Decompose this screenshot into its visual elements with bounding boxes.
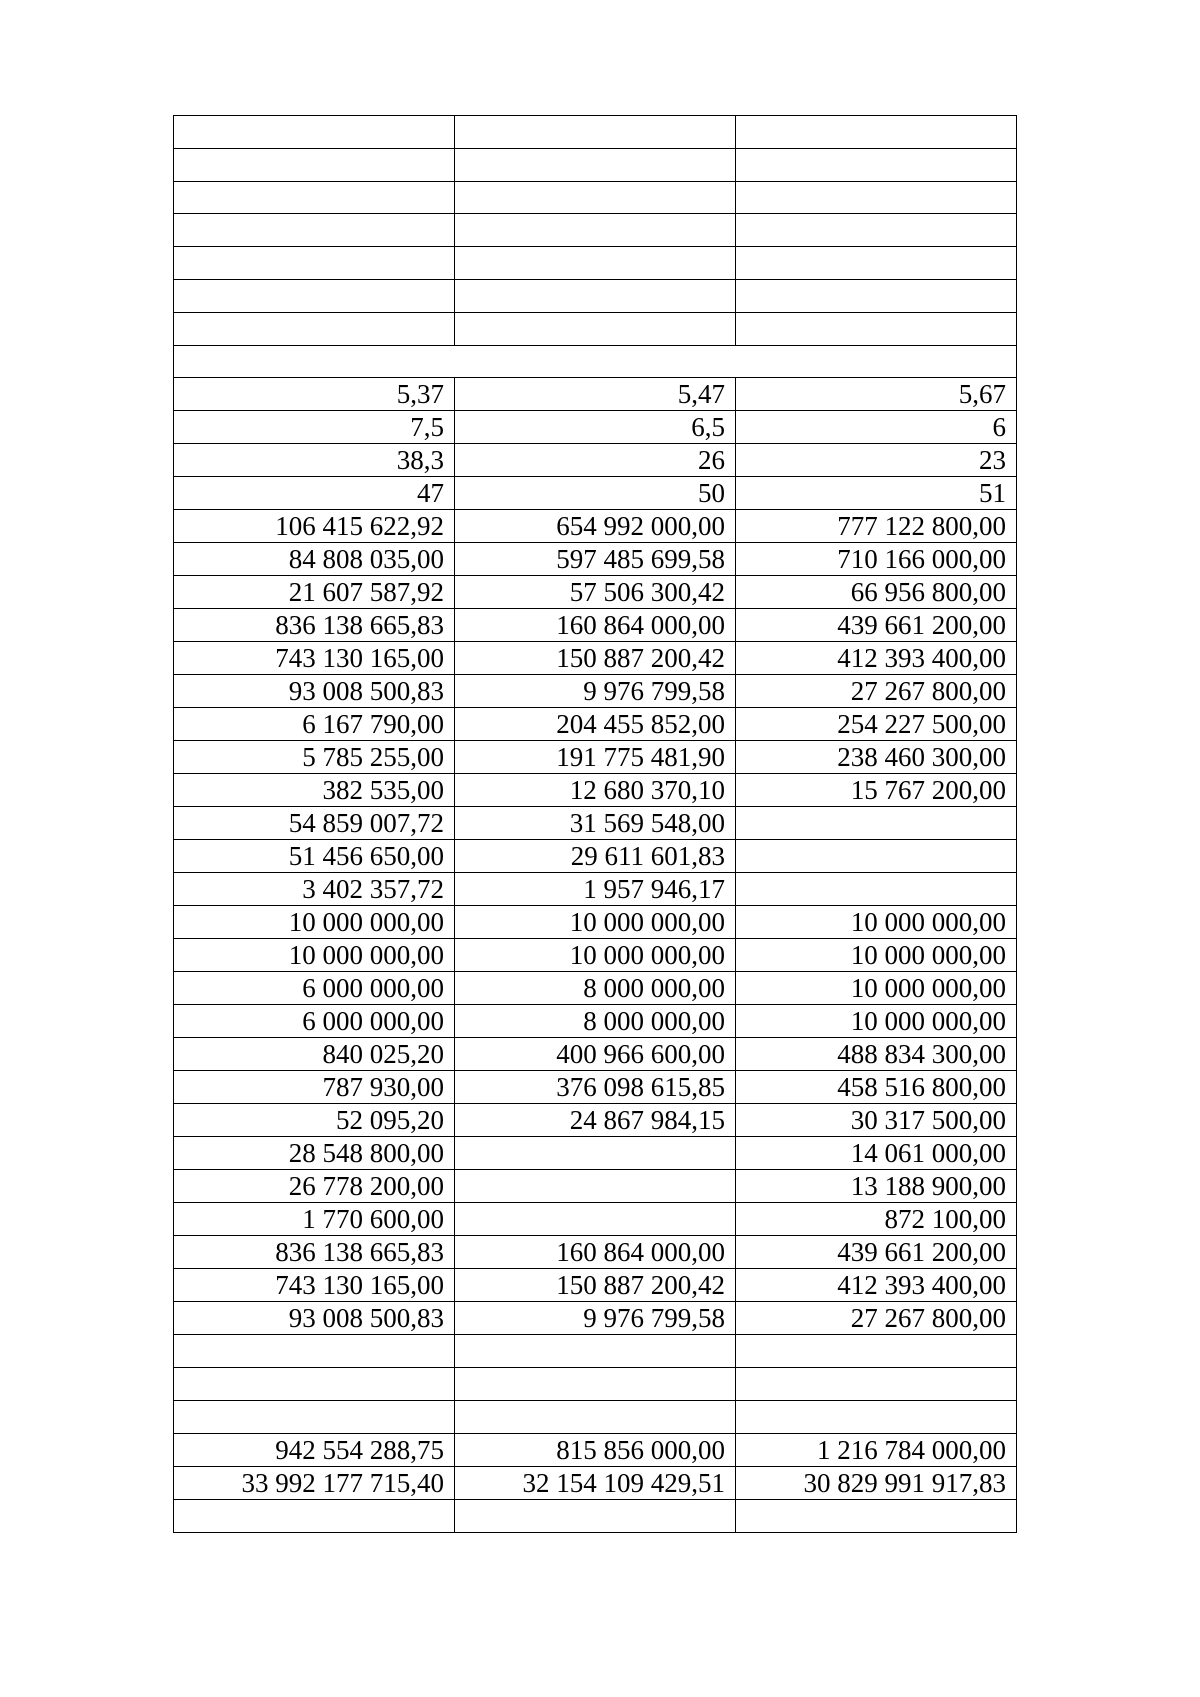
- table-cell: 10 000 000,00: [455, 906, 736, 939]
- data-table: [173, 115, 1017, 1533]
- table-cell: [736, 1368, 1017, 1401]
- table-cell: [174, 1335, 455, 1368]
- table-cell: [736, 1335, 1017, 1368]
- table-cell: [455, 181, 736, 214]
- table-cell: [174, 279, 455, 312]
- table-cell: 93 008 500,83: [174, 675, 455, 708]
- table-cell: 942 554 288,75: [174, 1433, 455, 1466]
- table-cell: 9 976 799,58: [455, 1302, 736, 1335]
- table-cell: 1 216 784 000,00: [736, 1433, 1017, 1466]
- table-cell: 836 138 665,83: [174, 609, 455, 642]
- table-row: [174, 411, 1017, 444]
- table-cell: 1 957 946,17: [455, 873, 736, 906]
- table-cell: 150 887 200,42: [455, 1269, 736, 1302]
- table-row: [174, 510, 1017, 543]
- table-cell: 29 611 601,83: [455, 840, 736, 873]
- table-cell: 10 000 000,00: [455, 939, 736, 972]
- table-cell: 10 000 000,00: [174, 906, 455, 939]
- table-row: [174, 1269, 1017, 1302]
- table-cell: [455, 1137, 736, 1170]
- table-cell: 10 000 000,00: [174, 939, 455, 972]
- table-cell: 33 992 177 715,40: [174, 1466, 455, 1499]
- table-cell: 5,37: [174, 378, 455, 411]
- table-cell: [455, 1170, 736, 1203]
- table-row: [174, 181, 1017, 214]
- table-row: [174, 807, 1017, 840]
- table-cell: 106 415 622,92: [174, 510, 455, 543]
- table-cell: 840 025,20: [174, 1038, 455, 1071]
- table-cell: 26: [455, 444, 736, 477]
- table-cell: [455, 247, 736, 280]
- table-cell: 15 767 200,00: [736, 774, 1017, 807]
- table-cell: [736, 214, 1017, 247]
- table-row: [174, 148, 1017, 181]
- table-row: [174, 312, 1017, 345]
- table-cell: 597 485 699,58: [455, 543, 736, 576]
- table-row: [174, 477, 1017, 510]
- table-cell: 439 661 200,00: [736, 609, 1017, 642]
- table-cell: 3 402 357,72: [174, 873, 455, 906]
- table-row: [174, 939, 1017, 972]
- table-cell: [455, 1335, 736, 1368]
- table-cell: 787 930,00: [174, 1071, 455, 1104]
- table-cell: 412 393 400,00: [736, 1269, 1017, 1302]
- table-cell: 51 456 650,00: [174, 840, 455, 873]
- table-cell: [174, 148, 455, 181]
- table-cell: [174, 1499, 455, 1532]
- table-cell: 6 000 000,00: [174, 972, 455, 1005]
- table-cell: [455, 214, 736, 247]
- table-row: [174, 1433, 1017, 1466]
- table-cell: 382 535,00: [174, 774, 455, 807]
- table-cell: 6 167 790,00: [174, 708, 455, 741]
- table-cell: 204 455 852,00: [455, 708, 736, 741]
- table-cell: 7,5: [174, 411, 455, 444]
- table-cell: 872 100,00: [736, 1203, 1017, 1236]
- table-cell: [736, 1499, 1017, 1532]
- table-cell: 28 548 800,00: [174, 1137, 455, 1170]
- table-cell: 815 856 000,00: [455, 1433, 736, 1466]
- table-cell: [174, 214, 455, 247]
- table-cell: 160 864 000,00: [455, 1236, 736, 1269]
- table-cell: 10 000 000,00: [736, 1005, 1017, 1038]
- table-cell: 1 770 600,00: [174, 1203, 455, 1236]
- table-row: [174, 543, 1017, 576]
- table-cell: 488 834 300,00: [736, 1038, 1017, 1071]
- table-cell: 8 000 000,00: [455, 1005, 736, 1038]
- table-row: [174, 741, 1017, 774]
- table-row: [174, 116, 1017, 149]
- table-cell: 191 775 481,90: [455, 741, 736, 774]
- table-cell: 6,5: [455, 411, 736, 444]
- table-cell: 160 864 000,00: [455, 609, 736, 642]
- table-row: [174, 906, 1017, 939]
- table-row: [174, 774, 1017, 807]
- table-row: [174, 1236, 1017, 1269]
- table-row: [174, 642, 1017, 675]
- table-row: [174, 1137, 1017, 1170]
- table-cell: 439 661 200,00: [736, 1236, 1017, 1269]
- table-cell: 21 607 587,92: [174, 576, 455, 609]
- table-cell: [455, 312, 736, 345]
- table-row: [174, 1038, 1017, 1071]
- table-row: [174, 1104, 1017, 1137]
- table-cell: 57 506 300,42: [455, 576, 736, 609]
- table-row: [174, 1466, 1017, 1499]
- data-table-body: [174, 116, 1017, 1533]
- table-row: [174, 675, 1017, 708]
- table-cell: [174, 312, 455, 345]
- table-cell: 400 966 600,00: [455, 1038, 736, 1071]
- table-cell: [455, 1499, 736, 1532]
- table-cell: 66 956 800,00: [736, 576, 1017, 609]
- table-cell: 8 000 000,00: [455, 972, 736, 1005]
- table-row: [174, 1335, 1017, 1368]
- table-cell: 38,3: [174, 444, 455, 477]
- table-row: [174, 378, 1017, 411]
- table-cell: 777 122 800,00: [736, 510, 1017, 543]
- table-cell: 6 000 000,00: [174, 1005, 455, 1038]
- table-cell: 27 267 800,00: [736, 1302, 1017, 1335]
- table-cell: 26 778 200,00: [174, 1170, 455, 1203]
- table-cell: [736, 116, 1017, 149]
- table-cell: [736, 181, 1017, 214]
- table-cell: 24 867 984,15: [455, 1104, 736, 1137]
- table-row: [174, 708, 1017, 741]
- table-cell: 9 976 799,58: [455, 675, 736, 708]
- table-row: [174, 345, 1017, 378]
- table-cell: 10 000 000,00: [736, 939, 1017, 972]
- table-row: [174, 1499, 1017, 1532]
- table-cell: 743 130 165,00: [174, 642, 455, 675]
- table-row: [174, 609, 1017, 642]
- table-cell: 10 000 000,00: [736, 972, 1017, 1005]
- table-cell: [455, 1400, 736, 1433]
- table-cell: [736, 873, 1017, 906]
- table-row: [174, 972, 1017, 1005]
- table-cell: 5 785 255,00: [174, 741, 455, 774]
- table-cell: [455, 1368, 736, 1401]
- table-cell: [455, 279, 736, 312]
- table-cell: [174, 247, 455, 280]
- table-row: [174, 214, 1017, 247]
- table-cell: 5,47: [455, 378, 736, 411]
- table-cell: 654 992 000,00: [455, 510, 736, 543]
- table-cell: 31 569 548,00: [455, 807, 736, 840]
- table-cell: [174, 116, 455, 149]
- table-cell: 32 154 109 429,51: [455, 1466, 736, 1499]
- table-cell: 150 887 200,42: [455, 642, 736, 675]
- table-cell: 30 829 991 917,83: [736, 1466, 1017, 1499]
- table-row: [174, 1005, 1017, 1038]
- table-row: [174, 1170, 1017, 1203]
- table-cell: 836 138 665,83: [174, 1236, 455, 1269]
- table-cell: 13 188 900,00: [736, 1170, 1017, 1203]
- table-cell: [455, 116, 736, 149]
- table-row: [174, 247, 1017, 280]
- table-cell: 6: [736, 411, 1017, 444]
- table-cell: 84 808 035,00: [174, 543, 455, 576]
- table-cell: 458 516 800,00: [736, 1071, 1017, 1104]
- table-row: [174, 1302, 1017, 1335]
- table-cell: 743 130 165,00: [174, 1269, 455, 1302]
- table-row: [174, 279, 1017, 312]
- table-cell: 47: [174, 477, 455, 510]
- table-section-cell: [174, 345, 1017, 378]
- table-row: [174, 1071, 1017, 1104]
- table-cell: [736, 312, 1017, 345]
- table-row: [174, 873, 1017, 906]
- table-cell: 52 095,20: [174, 1104, 455, 1137]
- table-cell: 412 393 400,00: [736, 642, 1017, 675]
- table-cell: 27 267 800,00: [736, 675, 1017, 708]
- table-cell: [174, 1400, 455, 1433]
- table-cell: [736, 840, 1017, 873]
- table-cell: 50: [455, 477, 736, 510]
- table-cell: 54 859 007,72: [174, 807, 455, 840]
- table-cell: [736, 1400, 1017, 1433]
- table-row: [174, 576, 1017, 609]
- table-cell: [736, 247, 1017, 280]
- table-row: [174, 840, 1017, 873]
- table-cell: [736, 279, 1017, 312]
- table-cell: 51: [736, 477, 1017, 510]
- table-cell: [174, 181, 455, 214]
- table-cell: 30 317 500,00: [736, 1104, 1017, 1137]
- table-cell: [736, 807, 1017, 840]
- table-cell: 10 000 000,00: [736, 906, 1017, 939]
- table-cell: [736, 148, 1017, 181]
- table-cell: 376 098 615,85: [455, 1071, 736, 1104]
- table-cell: 710 166 000,00: [736, 543, 1017, 576]
- table-cell: 238 460 300,00: [736, 741, 1017, 774]
- table-row: [174, 1203, 1017, 1236]
- table-cell: 254 227 500,00: [736, 708, 1017, 741]
- table-cell: [455, 148, 736, 181]
- table-cell: 23: [736, 444, 1017, 477]
- table-row: [174, 1400, 1017, 1433]
- table-row: [174, 1368, 1017, 1401]
- table-cell: 5,67: [736, 378, 1017, 411]
- table-cell: [455, 1203, 736, 1236]
- table-row: [174, 444, 1017, 477]
- table-cell: 12 680 370,10: [455, 774, 736, 807]
- table-cell: 14 061 000,00: [736, 1137, 1017, 1170]
- table-cell: [174, 1368, 455, 1401]
- table-cell: 93 008 500,83: [174, 1302, 455, 1335]
